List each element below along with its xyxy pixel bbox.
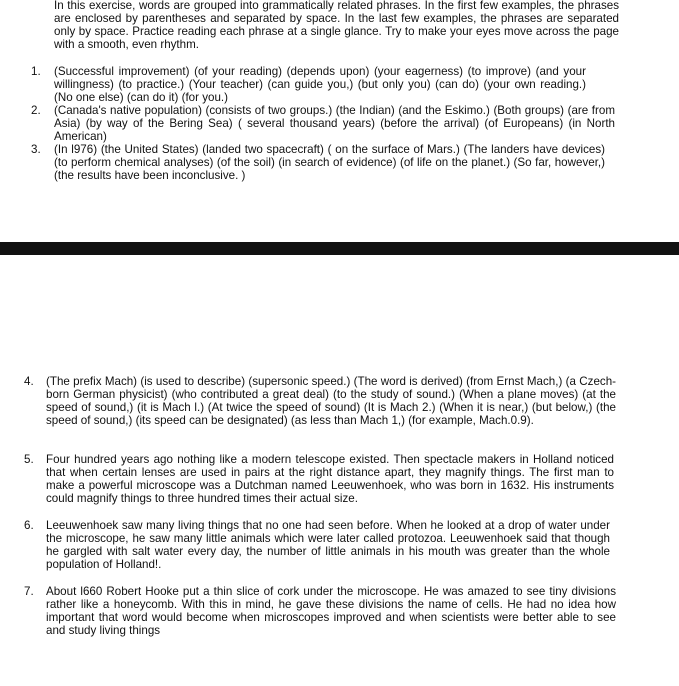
item-number: 4. bbox=[24, 375, 34, 388]
item-number: 6. bbox=[24, 519, 34, 532]
item-number: 1. bbox=[31, 65, 41, 78]
item-text: Leeuwenhoek saw many living things that no one had seen before. When he looked at a drop of water under the microscope, he saw many little animals which were later called protozoa. Leeuwenhoek said that though he gargled with salt water every day, the number of little animals in his mouth was greater than the whole population of Holland!. bbox=[46, 519, 610, 571]
item-number: 3. bbox=[31, 143, 41, 156]
intro-paragraph: In this exercise, words are grouped into grammatically related phrases. In the first few examples, the phrases are enclosed by parentheses and separated by space. In the last few examples, the phrases are separated only by space. Practice reading each phrase at a single glance. Try to make your eyes move across the page with a smooth, even rhythm. bbox=[54, 0, 619, 51]
item-text: Four hundred years ago nothing like a modern telescope existed. Then spectacle makers in Holland noticed that when certain lenses are used in pairs at the right distance apart, they magnify things. The first man to make a powerful microscope was a Dutchman named Leeuwenhoek, who was born in 1632. His instruments could magnify things to three hundred times their actual size. bbox=[46, 453, 614, 505]
item-text: About l660 Robert Hooke put a thin slice of cork under the microscope. He was amazed to see tiny divisions rather like a honeycomb. With this in mind, he gave these divisions the name of cells. He had no idea how important that word would become when microscopes improved and when scientists were better able to see and study living things bbox=[46, 585, 616, 637]
item-text: (Successful improvement) (of your reading) (depends upon) (your eagerness) (to improve) (and your willingness) (to practice.) (Your teacher) (can guide you,) (but only you) (can do) (your own reading.) (No one else) (can do it) (for you.) bbox=[54, 65, 586, 104]
item-text: (In l976) (the United States) (landed two spacecraft) ( on the surface of Mars.) (The landers have devices) (to perform chemical analyses) (of the soil) (in search of evidence) (of life on the planet.) (So far, however,) (the results have been inconclusive. ) bbox=[54, 143, 605, 182]
item-number: 7. bbox=[24, 585, 34, 598]
item-text: (The prefix Mach) (is used to describe) (supersonic speed.) (The word is derived) (from Ernst Mach,) (a Czech-born German physicist) (who contributed a great deal) (to the study of sound.) (When a plane moves) (at the speed of sound,) (it is Mach l.) (At twice the speed of sound) (It is Mach 2.) (When it is near,) (but below,) (the speed of sound,) (its speed can be designated) (as less than Mach 1,) (for example, Mach.0.9). bbox=[46, 375, 616, 427]
item-number: 2. bbox=[31, 104, 41, 117]
page-divider bbox=[0, 242, 679, 255]
item-number: 5. bbox=[24, 453, 34, 466]
item-text: (Canada's native population) (consists of two groups.) (the Indian) (and the Eskimo.) (Both groups) (are from Asia) (by way of the Bering Sea) ( several thousand years) (before the arrival) (of Europeans) (in North American) bbox=[54, 104, 615, 143]
